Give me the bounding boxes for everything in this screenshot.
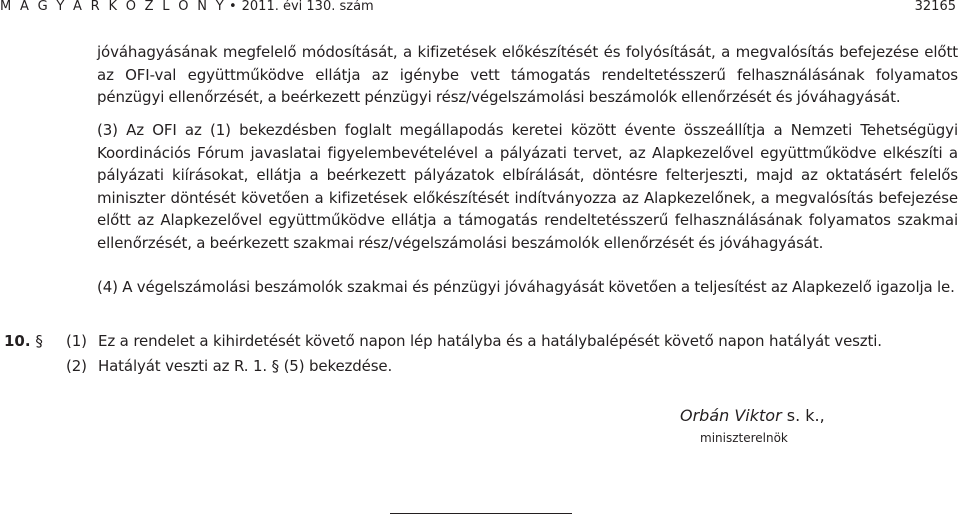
subparagraph-number: (2) [66,357,87,375]
subparagraph-1 [66,330,882,353]
page-header [0,0,960,20]
closing-divider [390,513,572,514]
section-number: 10. [4,332,31,350]
subparagraph-2 [66,355,392,378]
signature-suffix: s. k., [781,406,825,425]
issue-label: 2011. évi 130. szám [241,0,374,14]
signature [680,406,825,426]
paragraph-4: (4) A végelszámolási beszámolók szakmai és pénzügyi jóváhagyását követően a teljesítést az Alapkezelő igazolja le. [97,278,955,296]
subparagraph-text: Ez a rendelet a kihirdetését követő napon lép hatályba és a hatálybalépését követő napon hatályát veszti. [98,332,882,350]
signatory-name: Orbán Viktor [680,406,782,425]
paragraph-continuation: jóváhagyásának megfelelő módosítását, a kifizetések előkészítését és folyósítását, a megvalósítás befejezése előtt az OFI-val együttműködve ellátja az igénybe vett támogatás rendeltetésszerű felhasználásának folyamatos pénzügyi ellenőrzését, a beérkezett pénzügyi rész/végelszámolási beszámolók ellenőrzését és jóváhagyását. [97,43,958,106]
signatory-role: miniszterelnök [700,431,788,445]
page-number: 32165 [914,0,956,14]
paragraph-3: (3) Az OFI az (1) bekezdésben foglalt megállapodás keretei között évente összeállítja a Nemzeti Tehetségügyi Koordinációs Fórum javaslatai figyelembevételével a pályázati tervet, az Alapkezelővel együttműködve elkészíti a pályázati kiírásokat, ellátja a beérkezett pályázatok elbírálását, döntésre felterjeszti, majd az oktatásért felelős miniszter döntését követően a kifizetések előkészítését indítványozza az Alapkezelőnek, a megvalósítás befejezése előtt az Alapkezelővel együttműködve ellátja a támogatás rendeltetésszerű felhasználásának folyamatos szakmai ellenőrzését, a beérkezett szakmai rész/végelszámolási beszámolók ellenőrzését és jóváhagyását. [97,121,958,252]
subparagraph-text: Hatályát veszti az R. 1. § (5) bekezdése. [98,357,393,375]
bullet-separator: • [228,0,237,14]
header-journal-info [0,0,374,14]
section-heading [4,330,43,353]
journal-title: M A G Y A R K Ö Z L Ö N Y [0,0,226,14]
subparagraph-number: (1) [66,332,87,350]
section-sign: § [35,332,43,350]
